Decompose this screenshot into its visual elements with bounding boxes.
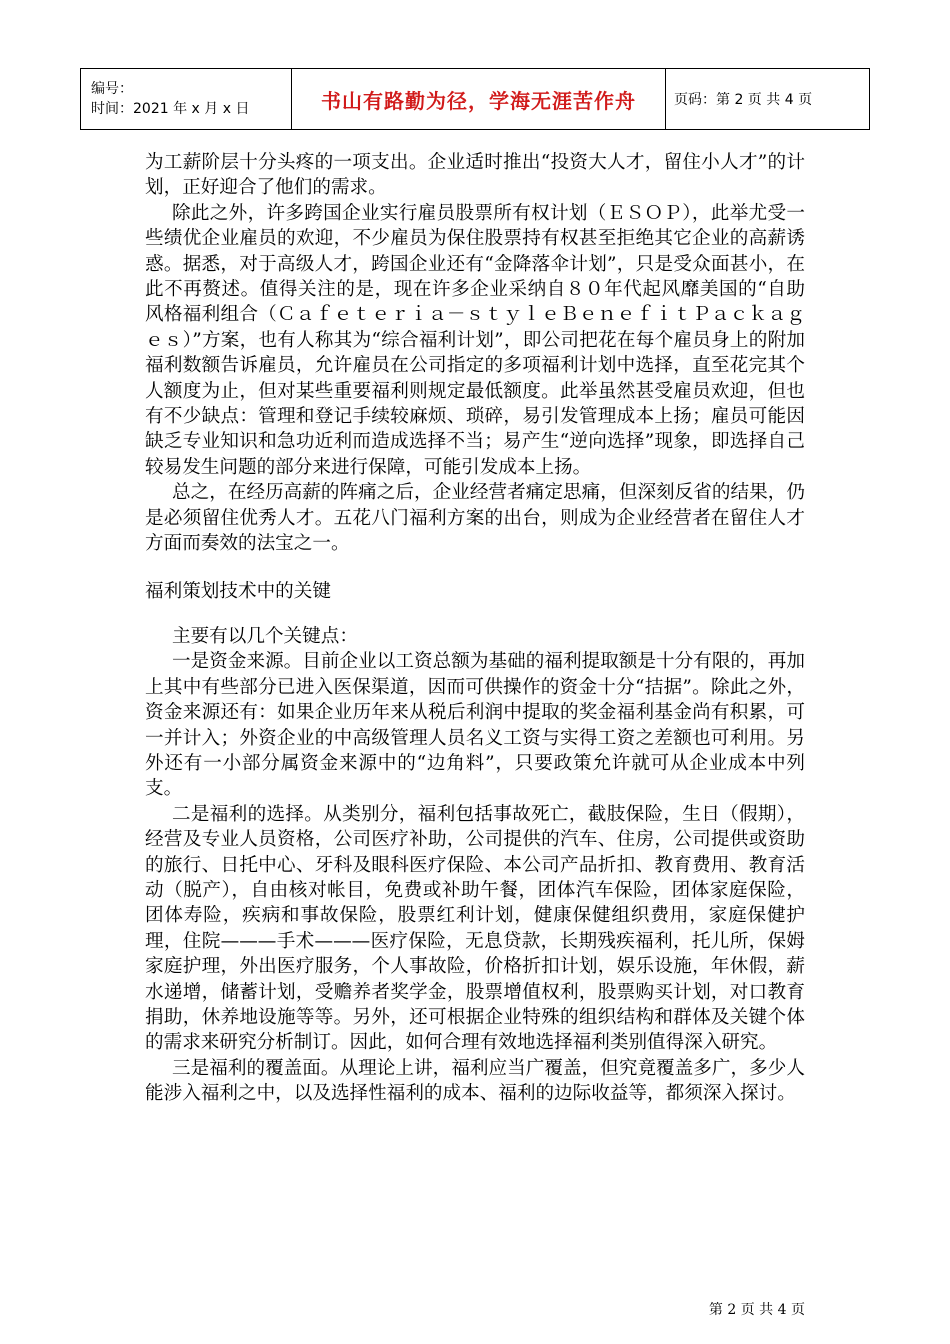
body-paragraph: 总之，在经历高薪的阵痛之后，企业经营者痛定思痛，但深刻反省的结果，仍是必须留住优秀人才。五花八门福利方案的出台，则成为企业经营者在留住人才方面而奏效的法宝之一。: [145, 482, 805, 555]
body-paragraph: 二是福利的选择。从类别分，福利包括事故死亡，截肢保险，生日（假期），经营及专业人员资格，公司医疗补助，公司提供的汽车、住房，公司提供或资助的旅行、日托中心、牙科及眼科医疗保险、本公司产品折扣、教育费用、教育活动（脱产），自由核对帐目，免费或补助午餐，团体汽车保险，团体家庭保险，团体寿险，疾病和事故保险，股票红利计划，健康保健组织费用，家庭保健护理，住院———手术———医疗保险，无息贷款，长期残疾福利，托儿所，保姆家庭护理，外出医疗服务，个人事故险，价格折扣计划，娱乐设施，年休假，薪水递增，储蓄计划，受赡养者奖学金，股票增值权利，股票购买计划，对口教育捐助，休养地设施等等。另外，还可根据企业特殊的组织结构和群体及关键个体的需求来研究分析制订。因此，如何合理有效地选择福利类别值得深入研究。: [145, 803, 805, 1054]
document-date-label: 时间：2021 年 x 月 x 日: [91, 101, 250, 117]
header-page-code: 页码：第 2 页 共 4 页: [666, 69, 870, 130]
section-heading: 福利策划技术中的关键: [145, 580, 331, 602]
page-header: [80, 68, 870, 130]
header-meta-cell: [81, 69, 292, 130]
header-motto: 书山有路勤为径，学海无涯苦作舟: [292, 69, 666, 130]
body-paragraph: 为工薪阶层十分头疼的一项支出。企业适时推出“投资大人才，留住小人才”的计划，正好迎合了他们的需求。: [145, 152, 805, 199]
body-paragraph: 除此之外，许多跨国企业实行雇员股票所有权计划（ＥＳＯＰ），此举尤受一些绩优企业雇员的欢迎，不少雇员为保住股票持有权甚至拒绝其它企业的高薪诱惑。据悉，对于高级人才，跨国企业还有“金降落伞计划”，只是受众面甚小，在此不再赘述。值得关注的是，现在许多企业采纳自８０年代起风靡美国的“自助风格福利组合（Ｃａｆｅｔｅｒｉａ－ｓｔｙｌｅＢｅｎｅｆｉｔＰａｃｋａｇｅｓ）”方案，也有人称其为“综合福利计划”，即公司把花在每个雇员身上的附加福利数额告诉雇员，允许雇员在公司指定的多项福利计划中选择，直至花完其个人额度为止，但对某些重要福利则规定最低额度。此举虽然甚受雇员欢迎，但也有不少缺点：管理和登记手续较麻烦、琐碎，易引发管理成本上扬；雇员可能因缺乏专业知识和急功近利而造成选择不当；易产生“逆向选择”现象，即选择自己较易发生问题的部分来进行保障，可能引发成本上扬。: [145, 202, 805, 478]
body-paragraph: 一是资金来源。目前企业以工资总额为基础的福利提取额是十分有限的，再加上其中有些部分已进入医保渠道，因而可供操作的资金十分“拮据”。除此之外，资金来源还有：如果企业历年来从税后利润中提取的奖金福利基金尚有积累，可一并计入；外资企业的中高级管理人员名义工资与实得工资之差额也可利用。另外还有一小部分属资金来源中的“边角料”，只要政策允许就可从企业成本中列支。: [145, 651, 805, 800]
body-paragraph: 主要有以几个关键点：: [171, 625, 358, 647]
body-paragraph: 三是福利的覆盖面。从理论上讲，福利应当广覆盖，但究竟覆盖多广，多少人能涉入福利之中，以及选择性福利的成本、福利的边际收益等，都须深入探讨。: [145, 1057, 805, 1105]
document-body: [145, 150, 805, 1107]
page-footer: 第 2 页 共 4 页: [708, 1302, 805, 1318]
document-number-label: 编号：: [91, 81, 133, 97]
